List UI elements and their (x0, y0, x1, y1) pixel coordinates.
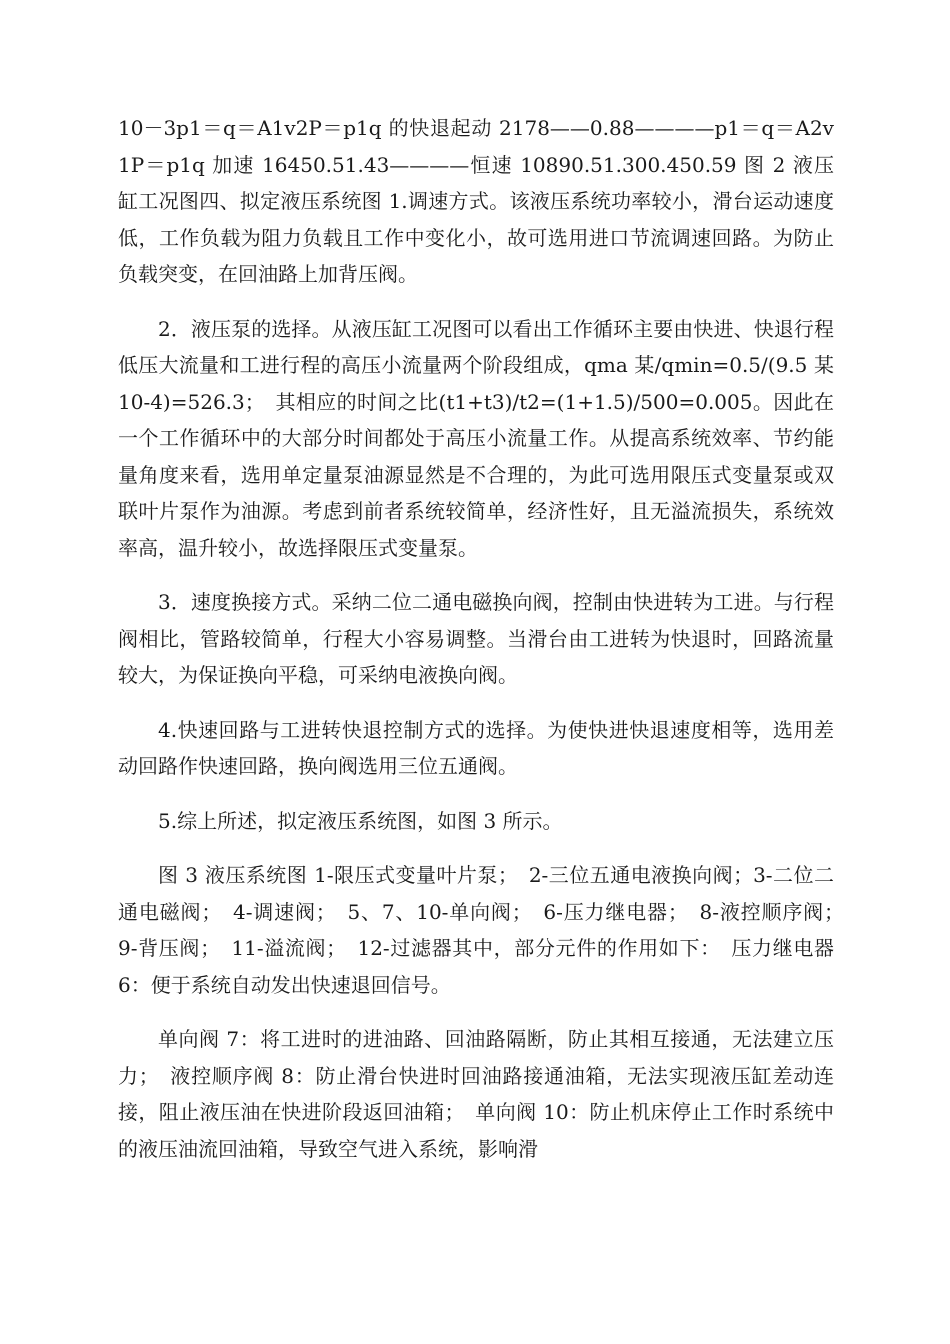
paragraph-speed-control: 10－3p1＝q＝A1v2P＝p1q 的快退起动 2178——0.88————p1＝q＝A2v1P＝p1q 加速 16450.51.43————恒速 10890.51.300.450.59 图 2 液压缸工况图四、拟定液压系统图 1.调速方式。该液压系统功率较小，滑台运动速度低，工作负载为阻力负载且工作中变化小，故可选用进口节流调速回路。为防止负载突变，在回油路上加背压阀。 (118, 116, 834, 286)
paragraph-figure-caption: 图 3 液压系统图 1-限压式变量叶片泵； 2-三位五通电液换向阀；3-二位二通电磁阀； 4-调速阀； 5、7、10-单向阀； 6-压力继电器； 8-液控顺序阀； 9-背压阀； 11-溢流阀； 12-过滤器其中，部分元件的作用如下： 压力继电器 6：便于系统自动发出快速退回信号。 (118, 863, 854, 997)
document-body (118, 110, 854, 1185)
paragraph-pump-selection: 2．液压泵的选择。从液压缸工况图可以看出工作循环主要由快进、快退行程低压大流量和工进行程的高压小流量两个阶段组成，qma 某/qmin=0.5/(9.5 某 10-4)=526.3； 其相应的时间之比(t1+t3)/t2=(1+1.5)/500=0.005。因此在一个工作循环中的大部分时间都处于高压小流量工作。从提高系统效率、节约能量角度来看，选用单定量泵油源显然是不合理的，为此可选用限压式变量泵或双联叶片泵作为油源。考虑到前者系统较简单，经济性好，且无溢流损失，系统效率高，温升较小，故选择限压式变量泵。 (118, 316, 834, 560)
paragraph-valve-functions: 单向阀 7：将工进时的进油路、回油路隔断，防止其相互接通，无法建立压力； 液控顺序阀 8：防止滑台快进时回油路接通油箱，无法实现液压缸差动连接，阻止液压油在快进阶段返回油箱； 单向阀 10：防止机床停止工作时系统中的液压油流回油箱，导致空气进入系统，影响滑 (118, 1027, 834, 1161)
paragraph-speed-switching: 3．速度换接方式。采纳二位二通电磁换向阀，控制由快进转为工进。与行程阀相比，管路较简单，行程大小容易调整。当滑台由工进转为快退时，回路流量较大，为保证换向平稳，可采纳电液换向阀。 (118, 590, 834, 687)
paragraph-summary: 5.综上所述，拟定液压系统图，如图 3 所示。 (158, 808, 563, 833)
paragraph-fast-circuit: 4.快速回路与工进转快退控制方式的选择。为使快进快退速度相等，选用差动回路作快速回路，换向阀选用三位五通阀。 (118, 717, 834, 778)
